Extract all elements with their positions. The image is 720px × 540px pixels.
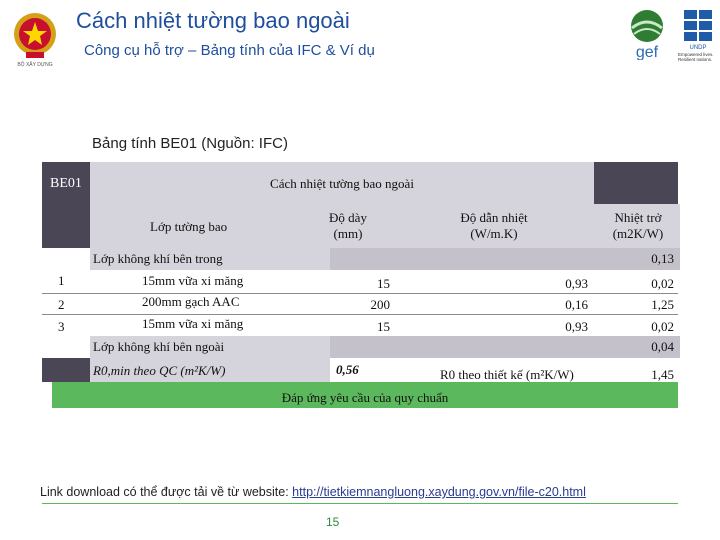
outer-air-value: 0,04: [651, 339, 674, 354]
table-heading: Cách nhiệt tường bao ngoài: [270, 176, 414, 191]
page-subtitle: Công cụ hỗ trợ – Bảng tính của IFC & Ví dụ: [84, 42, 375, 59]
footer-divider: [42, 503, 678, 504]
row-divider: [42, 314, 678, 315]
col-header-conductivity: Độ dẫn nhiệt (W/m.K): [460, 210, 528, 241]
page-title: Cách nhiệt tường bao ngoài: [76, 8, 350, 33]
undp-caption: Empowered lives. Resilient nations.: [678, 52, 714, 62]
state-emblem-icon: [12, 8, 58, 64]
row-layer: 15mm vữa xi măng: [142, 316, 244, 331]
summary-no-cell: [42, 358, 90, 382]
row-layer: 15mm vữa xi măng: [142, 273, 244, 288]
footer-text: Link download có thể được tải về từ website:: [40, 485, 289, 499]
page-number: 15: [326, 515, 340, 529]
row-number: 1: [58, 273, 65, 288]
col-header-no-cell: [42, 204, 90, 248]
row-resistance: 0,02: [651, 276, 674, 291]
row-thickness: 15: [377, 276, 390, 291]
row-resistance: 0,02: [651, 319, 674, 334]
undp-logo-text: UNDP: [689, 45, 707, 51]
row-layer: 200mm gạch AAC: [142, 294, 240, 309]
row-conductivity: 0,16: [565, 297, 588, 312]
row-thickness: 200: [370, 297, 390, 312]
inner-air-value: 0,13: [651, 251, 674, 266]
row-conductivity: 0,93: [565, 319, 588, 334]
result-text: Đáp ứng yêu cầu của quy chuẩn: [281, 390, 449, 405]
row-divider: [42, 293, 678, 294]
emblem-caption: BỘ XÂY DỰNG: [17, 62, 53, 68]
gef-logo-icon: [624, 6, 670, 60]
col-header-layer: Lớp tường bao: [150, 219, 228, 234]
r0-value: 1,45: [651, 367, 674, 382]
col-header-resistance: Nhiệt trở (m2K/W): [612, 210, 664, 241]
inner-air-label: Lớp không khí bên trong: [93, 251, 223, 266]
table-caption: Bảng tính BE01 (Nguồn: IFC): [92, 135, 288, 152]
outer-air-label: Lớp không khí bên ngoài: [93, 339, 225, 354]
r0min-label: R0,min theo QC (m²K/W): [93, 363, 226, 378]
row-conductivity: 0,93: [565, 276, 588, 291]
table-code: BE01: [50, 176, 82, 191]
row-number: 2: [58, 297, 65, 312]
row-thickness: 15: [377, 319, 390, 334]
col-header-thickness: Độ dày (mm): [329, 210, 367, 241]
r0min-value: 0,56: [336, 362, 359, 377]
table-heading-end: [594, 162, 678, 204]
gef-logo-text: gef: [635, 44, 659, 60]
footer-note: [40, 485, 586, 499]
download-link[interactable]: http://tietkiemnangluong.xaydung.gov.vn/file-c20.html: [292, 485, 586, 499]
r0-label: R0 theo thiết kế (m²K/W): [440, 367, 574, 382]
row-number: 3: [58, 319, 65, 334]
row-resistance: 1,25: [651, 297, 674, 312]
